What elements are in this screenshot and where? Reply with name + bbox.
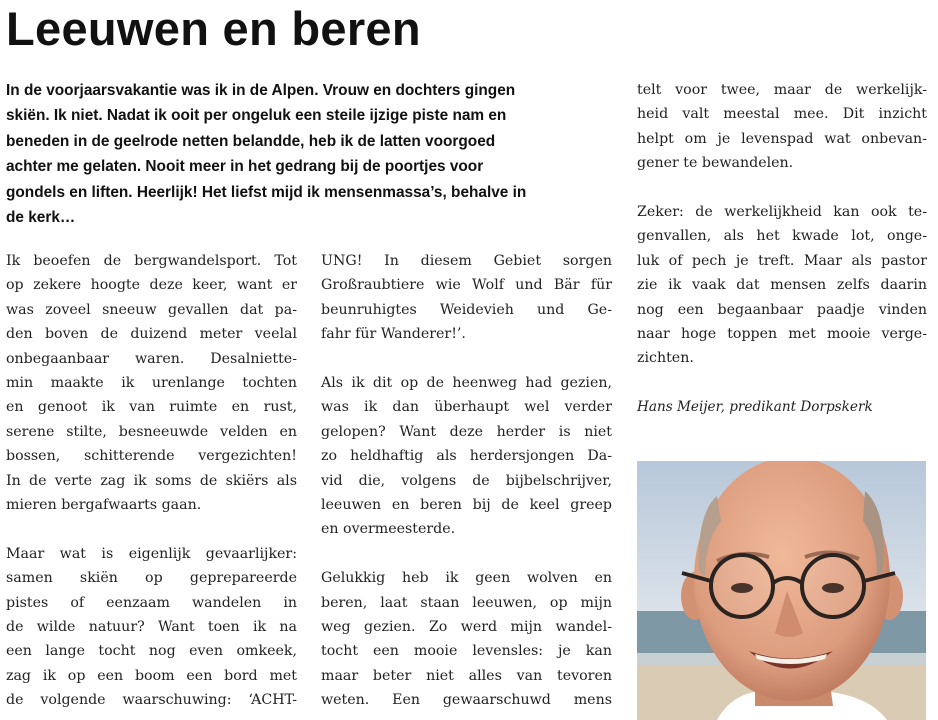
text-line: de volgende waarschuwing: ‘ACHT- xyxy=(6,692,297,709)
text-line: heid valt meestal mee. Dit inzicht xyxy=(637,106,927,123)
photo-eye-left xyxy=(731,583,753,593)
text-line: een lange tocht nog even omkeek, xyxy=(6,643,297,660)
text-line: de wilde natuur? Want toen ik na xyxy=(6,619,297,636)
text-line: zag ik op een boom een bord met xyxy=(6,667,297,684)
text-line: genvallen, als het kwade lot, onge- xyxy=(637,228,927,245)
text-line: helpt om je levenspad wat onbevan- xyxy=(637,130,927,147)
text-line: onbegaanbaar waren. Desalniette- xyxy=(6,350,297,367)
author-portrait-image xyxy=(637,461,926,720)
text-line: beunruhigtes Weidevieh und Ge- xyxy=(321,301,612,318)
text-line: gelopen? Want deze herder is niet xyxy=(321,423,612,440)
paragraph-gap xyxy=(637,176,927,200)
text-line: nog een begaanbaar paadje vinden xyxy=(637,301,927,318)
text-line: vid die, volgens de bijbelschrijver, xyxy=(321,472,612,489)
text-line: zichten. xyxy=(637,350,694,367)
text-line: en genoot ik van ruimte en rust, xyxy=(6,399,297,416)
text-line: Zeker: de werkelijkheid kan ook te- xyxy=(637,204,927,221)
paragraph xyxy=(321,249,612,347)
paragraph-gap xyxy=(6,517,297,541)
text-line: maar beter niet alles van tevoren xyxy=(321,667,612,684)
text-line: pistes of eenzaam wandelen in xyxy=(6,594,297,611)
intro-line: In de voorjaarsvakantie was ik in de Alpen. Vrouw en dochters gingen xyxy=(6,82,516,99)
article-intro xyxy=(6,78,612,230)
paragraph xyxy=(6,542,297,713)
text-line: telt voor twee, maar de werkelijk- xyxy=(637,82,927,98)
photo-eye-right xyxy=(822,583,844,593)
text-line: beren, laat staan leeuwen, op mijn xyxy=(321,594,612,611)
paragraph xyxy=(637,78,927,176)
paragraph-gap xyxy=(637,371,927,395)
paragraph xyxy=(321,566,612,712)
text-line: min maakte ik urenlange tochten xyxy=(6,375,297,392)
text-line: tocht een mooie levensles: je kan xyxy=(321,643,612,660)
text-line: weten. Een gewaarschuwd mens xyxy=(321,692,612,709)
text-line: den boven de duizend meter veelal xyxy=(6,326,297,343)
text-line: samen skiën op geprepareerde xyxy=(6,570,297,587)
article-title: Leeuwen en beren xyxy=(6,2,421,55)
intro-line: beneden in de geelrode netten belandde, heb ik de latten voorgoed xyxy=(6,132,496,150)
text-line: luk of pech je treft. Maar als pastor xyxy=(637,252,927,269)
paragraph xyxy=(321,371,612,542)
text-line: UNG! In diesem Gebiet sorgen xyxy=(321,253,612,269)
intro-line: achter me gelaten. Nooit meer in het gedrang bij de poortjes voor xyxy=(6,158,484,176)
author-signature: Hans Meijer, predikant Dorpskerk xyxy=(637,399,873,416)
text-line: bossen, schitterende vergezichten! xyxy=(6,448,297,465)
text-line: fahr für Wanderer!’. xyxy=(321,326,466,343)
text-line: leeuwen en beren bij de keel greep xyxy=(321,497,612,514)
text-column-2 xyxy=(321,249,612,713)
text-line: mieren bergafwaarts gaan. xyxy=(6,497,202,514)
text-column-1 xyxy=(6,249,297,713)
text-line: In de verte zag ik soms de skiërs als xyxy=(6,472,297,489)
intro-line: gondels en liften. Heerlijk! Het liefst mijd ik mensenmassa’s, behalve in xyxy=(6,183,527,201)
intro-line: de kerk… xyxy=(6,209,76,227)
text-line: Als ik dit op de heenweg had gezien, xyxy=(321,375,612,392)
text-line: weg gezien. Zo werd mijn wandel- xyxy=(321,619,612,636)
text-line: zo heldhaftig als herdersjongen Da- xyxy=(321,448,612,465)
intro-line: skiën. Ik niet. Nadat ik ooit per ongeluk een steile ijzige piste nam en xyxy=(6,107,507,125)
text-line: naar hoge toppen met mooie verge- xyxy=(637,326,927,343)
text-column-3 xyxy=(637,78,927,420)
paragraph xyxy=(6,249,297,517)
text-line: en overmeesterde. xyxy=(321,521,456,538)
text-line: serene stilte, besneeuwde velden en xyxy=(6,423,297,440)
text-line: Maar wat is eigenlijk gevaarlijker: xyxy=(6,545,297,562)
text-line: Großraubtiere wie Wolf und Bär für xyxy=(321,277,612,294)
text-line: gener te bewandelen. xyxy=(637,155,794,172)
text-line: was zoveel sneeuw gevallen dat pa- xyxy=(6,301,297,318)
author-photo xyxy=(637,461,926,720)
paragraph-gap xyxy=(321,347,612,371)
text-line: op zekere hoogte deze keer, want er xyxy=(6,277,297,294)
text-line: was ik dan überhaupt wel verder xyxy=(321,399,612,416)
paragraph-gap xyxy=(321,542,612,566)
paragraph xyxy=(637,200,927,371)
text-line: Ik beoefen de bergwandelsport. Tot xyxy=(6,253,297,269)
text-line: zie ik vaak dat mensen zelfs daarin xyxy=(637,277,927,294)
text-line: Gelukkig heb ik geen wolven en xyxy=(321,570,612,587)
